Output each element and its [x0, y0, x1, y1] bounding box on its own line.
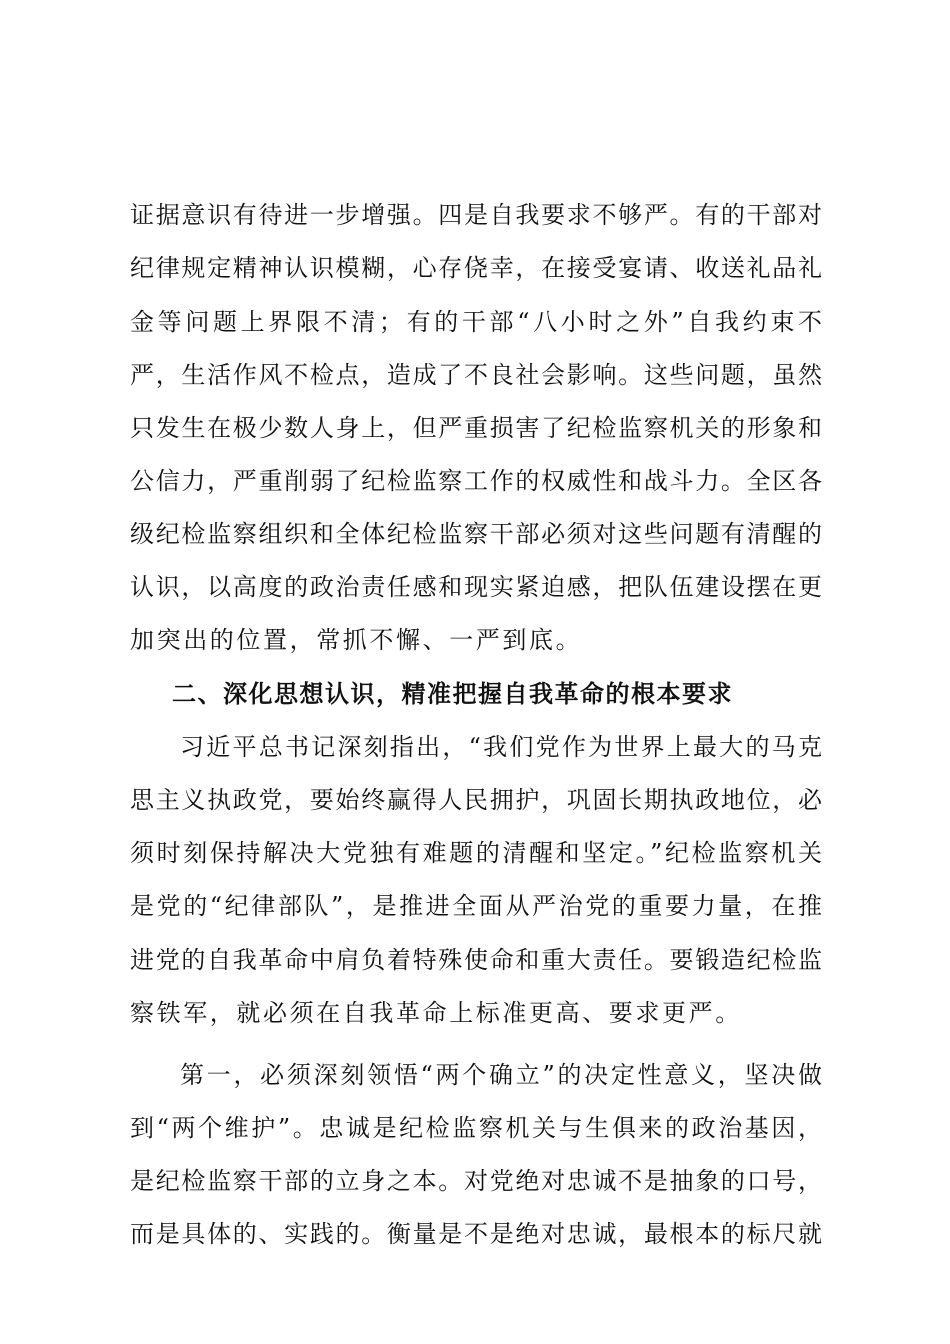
text-line: 是党的“纪律部队”，是推进全面从严治党的重要力量，在推 — [130, 892, 822, 920]
text-line: 级纪检监察组织和全体纪检监察干部必须对这些问题有清醒的 — [130, 520, 822, 548]
text-line: 公信力，严重削弱了纪检监察工作的权威性和战斗力。全区各 — [130, 467, 822, 495]
text-line: 认识，以高度的政治责任感和现实紧迫感，把队伍建设摆在更 — [130, 573, 822, 601]
text-line: 金等问题上界限不清；有的干部“八小时之外”自我约束不 — [130, 308, 822, 336]
text-line: 是纪检监察干部的立身之本。对党绝对忠诚不是抽象的口号， — [130, 1167, 822, 1195]
text-line: 加突出的位置，常抓不懈、一严到底。 — [130, 626, 583, 654]
text-line: 证据意识有待进一步增强。四是自我要求不够严。有的干部对 — [130, 201, 822, 229]
text-line: 只发生在极少数人身上，但严重损害了纪检监察机关的形象和 — [130, 414, 822, 442]
text-line: 习近平总书记深刻指出，“我们党作为世界上最大的马克 — [180, 733, 822, 761]
text-line: 到“两个维护”。忠诚是纪检监察机关与生俱来的政治基因， — [130, 1114, 822, 1142]
text-line: 思主义执政党，要始终赢得人民拥护，巩固长期执政地位，必 — [130, 786, 822, 814]
text-line: 须时刻保持解决大党独有难题的清醒和坚定。”纪检监察机关 — [130, 839, 822, 867]
text-line: 第一，必须深刻领悟“两个确立”的决定性意义，坚决做 — [180, 1061, 822, 1089]
text-line: 严，生活作风不检点，造成了不良社会影响。这些问题，虽然 — [130, 361, 822, 389]
text-line: 察铁军，就必须在自我革命上标准更高、要求更严。 — [130, 999, 742, 1027]
text-line: 进党的自我革命中肩负着特殊使命和重大责任。要锻造纪检监 — [130, 946, 822, 974]
text-line: 纪律规定精神认识模糊，心存侥幸，在接受宴请、收送礼品礼 — [130, 254, 822, 282]
text-line: 而是具体的、实践的。衡量是不是绝对忠诚，最根本的标尺就 — [130, 1220, 822, 1248]
section-heading: 二、深化思想认识，精准把握自我革命的根本要求 — [172, 679, 733, 708]
